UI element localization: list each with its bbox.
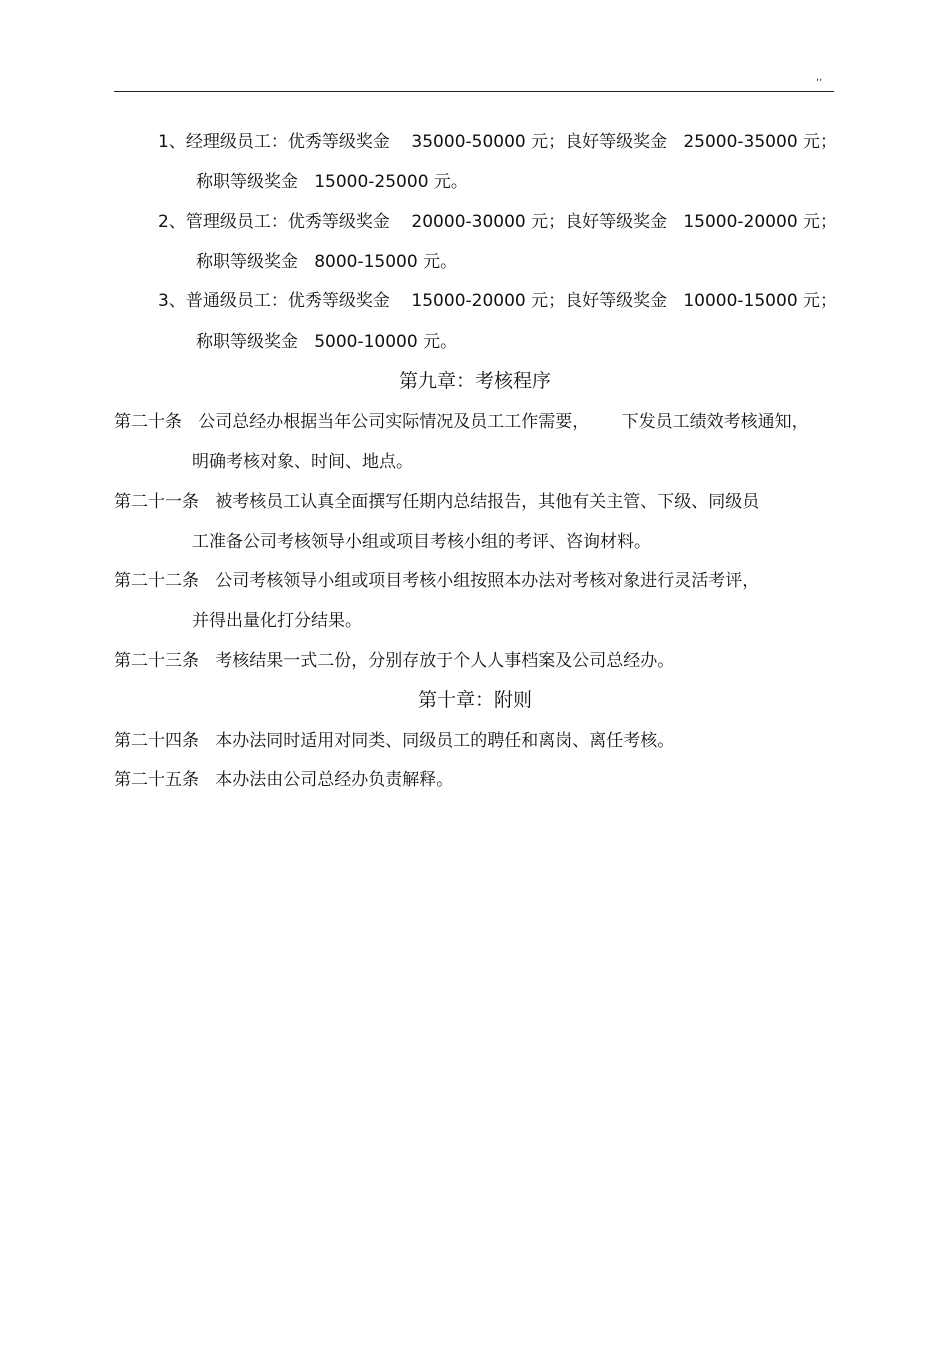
bonus-item-management-line2: 称职等级奖金 8000-15000 元。 [196, 252, 458, 272]
bonus-item-regular-line2: 称职等级奖金 5000-10000 元。 [196, 332, 458, 352]
bonus-item-regular-line1: 3、普通级员工：优秀等级奖金 15000-20000 元；良好等级奖金 10000-15000 元； [158, 291, 838, 311]
article-23-line1: 第二十三条 考核结果一式二份，分别存放于个人人事档案及公司总经办。 [114, 651, 675, 671]
article-20-line1: 第二十条 公司总经办根据当年公司实际情况及员工工作需要， 下发员工绩效考核通知， [114, 412, 809, 432]
article-24-line1: 第二十四条 本办法同时适用对同类、同级员工的聘任和离岗、离任考核。 [114, 731, 675, 751]
article-25-line1: 第二十五条 本办法由公司总经办负责解释。 [114, 770, 454, 790]
article-21-line2: 工准备公司考核领导小组或项目考核小组的考评、咨询材料。 [192, 532, 651, 552]
article-22-line2: 并得出量化打分结果。 [192, 611, 362, 631]
article-21-line1: 第二十一条 被考核员工认真全面撰写任期内总结报告，其他有关主管、下级、同级员 [114, 492, 760, 512]
bonus-item-manager-line2: 称职等级奖金 15000-25000 元。 [196, 172, 468, 192]
header-mark: ,, [816, 72, 823, 83]
article-22-line1: 第二十二条 公司考核领导小组或项目考核小组按照本办法对考核对象进行灵活考评， [114, 571, 760, 591]
chapter-9-title: 第九章：考核程序 [398, 370, 551, 392]
bonus-item-manager-line1: 1、经理级员工：优秀等级奖金 35000-50000 元；良好等级奖金 25000-35000 元； [158, 132, 838, 152]
header-rule [114, 91, 834, 92]
bonus-item-management-line1: 2、管理级员工：优秀等级奖金 20000-30000 元；良好等级奖金 15000-20000 元； [158, 212, 838, 232]
chapter-10-title: 第十章：附则 [417, 689, 532, 711]
article-20-line2: 明确考核对象、时间、地点。 [192, 452, 413, 472]
